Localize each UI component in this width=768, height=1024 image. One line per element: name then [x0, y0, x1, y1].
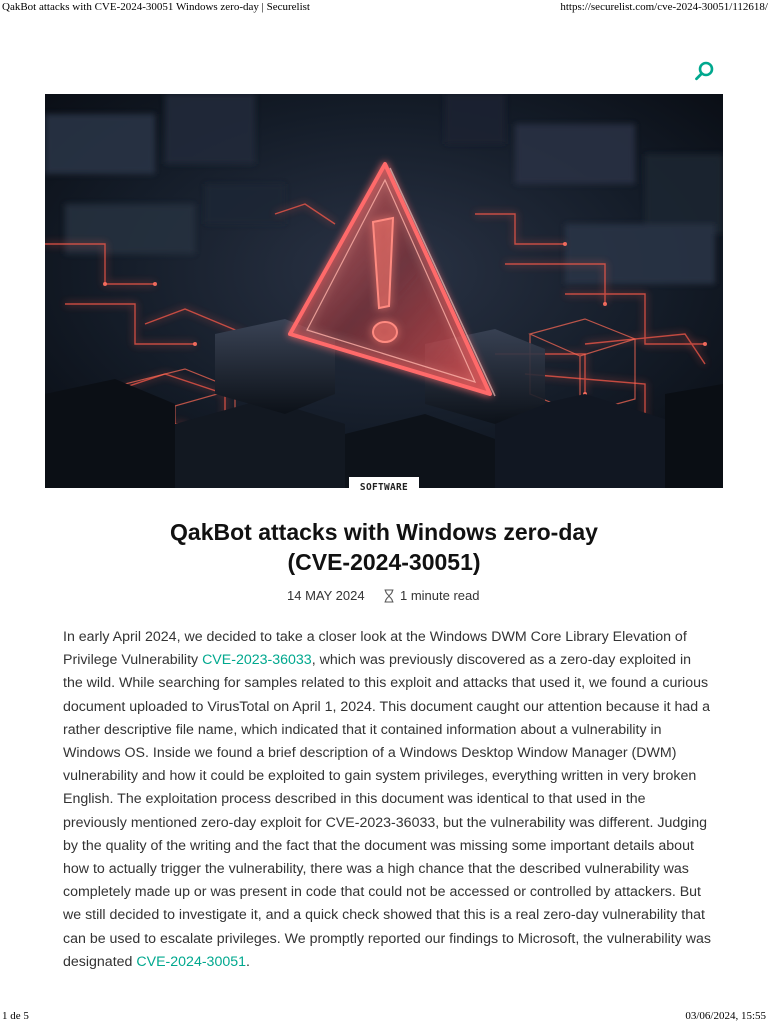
- category-tag[interactable]: SOFTWARE: [349, 477, 419, 497]
- paragraph-text-part1: In early April 2024, we decided to take a closer look at the Windows DWM Core Library Elevation of Privilege Vulnerability: [63, 629, 687, 669]
- read-time: 1 minute read: [400, 588, 480, 603]
- page-counter: 1 de 5: [2, 1010, 29, 1022]
- cve-2024-30051-link[interactable]: CVE-2024-30051: [136, 953, 247, 970]
- cve-2023-36033-link[interactable]: CVE-2023-36033: [202, 652, 312, 669]
- article-title: [60, 517, 708, 577]
- search-icon: [692, 58, 718, 84]
- print-datetime: 03/06/2024, 15:55: [685, 1010, 766, 1022]
- paragraph-text-part2: , which was previously discovered as a zero-day exploited in the wild. While searching for samples related to this exploit and attacks that used it, we found a curious document uploaded to VirusTotal on April 1, 2024. This document caught our attention because it had a rather descriptive file name, which indicated that it contained information about a vulnerability in Windows OS. Inside we found a brief description of a Windows Desktop Window Manager (DWM) vulnerability and how it could be exploited to gain system privileges, everything written in very broken English. The exploitation process described in this document was identical to that used in the previously mentioned zero-day exploit for CVE-2023-36033, but the vulnerability was different. Judging by the quality of the writing and the fact that the document was missing some important details about how to actually trigger the vulnerability, there was a high chance that the described vulnerability was completely made up or was present in code that could not be accessed or controlled by attackers. But we still decided to investigate it, and a quick check showed that this is a real zero-day vulnerability that can be used to escalate privileges. We promptly reported our findings to Microsoft, the vulnerability was designated: [63, 652, 711, 970]
- article-title-line1: QakBot attacks with Windows zero-day: [170, 519, 598, 545]
- print-page-title: QakBot attacks with CVE-2024-30051 Windows zero-day | Securelist: [2, 1, 310, 13]
- article-title-line2: (CVE-2024-30051): [287, 549, 481, 575]
- hourglass-icon: [383, 589, 395, 603]
- article-paragraph: [63, 626, 713, 974]
- print-header: [0, 0, 768, 16]
- print-footer: [0, 1008, 768, 1024]
- search-button[interactable]: [692, 58, 718, 84]
- publish-date: 14 MAY 2024: [287, 588, 365, 603]
- paragraph-text-part3: .: [246, 953, 250, 970]
- article-meta: [0, 587, 768, 605]
- print-url: https://securelist.com/cve-2024-30051/112618/: [560, 1, 768, 13]
- hero-image: [45, 94, 723, 488]
